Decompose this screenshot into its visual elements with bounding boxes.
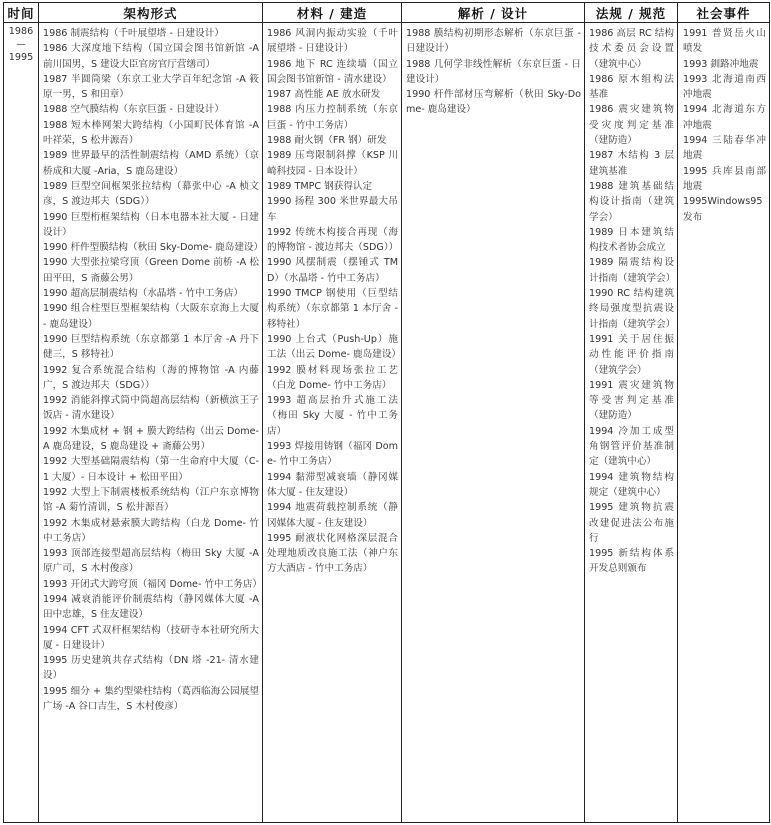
materials-cell <box>263 23 402 823</box>
header-analysis: 解析 / 设计 <box>402 3 585 23</box>
regulations-entry: 1995 建筑物抗震改建促进法公布施行 <box>589 502 674 544</box>
regulations-entry: 1987 木结构 3 层建筑基准 <box>589 150 674 177</box>
regulations-entry: 1986 震灾建筑物受灾度判定基准（建防造） <box>589 104 674 147</box>
architecture-entry: 1986 制震结构（千叶展望塔 - 日建设计） <box>43 28 224 39</box>
architecture-entry: 1990 杆件型膜结构（秋田 Sky-Dome- 鹿岛建设） <box>43 242 264 254</box>
materials-entry: 1989 TMPC 钢获得认定 <box>267 180 373 192</box>
architecture-entry: 1994 CFT 式双杆框架结构（技研寺本社研究所大厦 - 日建设计） <box>43 624 259 651</box>
architecture-entry: 1992 木集成材悬索膜大跨结构（白龙 Dome- 竹中工务店） <box>43 517 259 544</box>
events-cell <box>678 23 770 823</box>
architecture-entry: 1990 组合柱型巨型框架结构（大阪东京海上大厦 - 鹿岛建设） <box>43 303 259 330</box>
materials-entry: 1989 压弯限制斜撑（KSP 川崎科技园 - 日本设计） <box>267 150 398 177</box>
architecture-entry: 1995 细分 + 集约型梁柱结构（葛西临海公园展望广场 -A 谷口吉生，S 木村俊彦） <box>43 685 259 713</box>
materials-entry: 1994 地震荷载控制系统（静冈媒体大厦 - 住友建设） <box>267 502 398 529</box>
materials-entry: 1990 扬程 300 米世界最大吊车 <box>267 196 398 223</box>
materials-entry: 1988 耐火钢（FR 钢）研发 <box>267 135 387 147</box>
analysis-cell <box>402 23 585 823</box>
events-entry: 1993 北海道南西冲地震 <box>683 73 766 101</box>
events-entry: 1995Windows95 发布 <box>683 196 763 223</box>
events-entry: 1994 北海道东方冲地震 <box>683 104 766 131</box>
architecture-entry: 1993 开闭式大跨穹顶（福冈 Dome- 竹中工务店） <box>43 578 263 590</box>
header-architecture: 架构形式 <box>39 3 263 23</box>
events-entry: 1991 普贤岳火山喷发 <box>683 28 766 55</box>
materials-entry: 1987 高性能 AE 放水研发 <box>267 89 381 101</box>
regulations-entry: 1994 冷加工成型角钢管评价基准制定（建筑中心） <box>589 425 674 468</box>
header-regulations: 法规 / 规范 <box>585 3 678 23</box>
history-table <box>3 2 770 823</box>
architecture-cell <box>39 23 263 823</box>
regulations-entry: 1986 原木组构法基准 <box>589 73 674 101</box>
analysis-entry: 1988 膜结构初期形态解析（东京巨蛋 - 日建设计） <box>406 28 581 55</box>
regulations-cell <box>585 23 678 823</box>
header-materials: 材料 / 建造 <box>263 3 402 23</box>
materials-entry: 1988 内压力控制系统（东京巨蛋 - 竹中工务店） <box>267 104 398 131</box>
regulations-entry: 1989 隔震结构设计指南（建筑学会） <box>589 257 676 284</box>
header-events: 社会事件 <box>678 3 770 23</box>
architecture-entry: 1992 木集成材 + 钢 + 膜大跨结构（出云 Dome-A 鹿岛建设，S 鹿岛建设 + 斋藤公男） <box>43 425 259 453</box>
analysis-list <box>402 23 584 118</box>
analysis-entry: 1990 杆件部材压弯解析（秋田 Sky-Dome- 鹿岛建设） <box>406 89 581 116</box>
materials-entry: 1990 TMCP 钢使用（巨型结构系统）（东京都第 1 本厅舍 - 移特社） <box>267 288 398 330</box>
architecture-entry: 1990 巨型结构系统（东京都第 1 本厅舍 -A 丹下健三，S 移特社） <box>43 333 259 361</box>
regulations-entry: 1995 新结构体系开发总则颁布 <box>589 548 674 575</box>
materials-entry: 1986 地下 RC 连续墙（国立国会图书馆新馆 - 清水建设） <box>267 58 398 85</box>
materials-entry: 1990 上台式（Push-Up）施工法（出云 Dome- 鹿岛建设） <box>267 333 402 361</box>
period-dash: — <box>16 39 26 50</box>
regulations-list <box>585 23 677 577</box>
architecture-entry: 1988 空气膜结构（东京巨蛋 - 日建设计） <box>43 104 224 116</box>
architecture-entry: 1992 大型基础隔震结构（第一生命府中大厦（C-1 大厦）- 日本设计 + 松田平田） <box>43 456 259 483</box>
architecture-entry: 1994 减衰消能评价制震结构（静冈媒体大厦 -A 田中忠雄，S 住友建设） <box>43 593 259 621</box>
architecture-entry: 1992 复合系统混合结构（海的博物馆 -A 内藤广，S 渡边邦夫（SDG）） <box>43 364 259 391</box>
architecture-entry: 1989 巨型空间框架张拉结构（幕张中心 -A 桢文彦，S 渡边邦夫（SDG）） <box>43 180 259 208</box>
regulations-entry: 1991 关于居住振动性能评价指南（建筑学会） <box>589 333 674 376</box>
materials-entry: 1990 风摆制震（摆锤式 TMD）（水晶塔 - 竹中工务店） <box>267 257 398 284</box>
materials-entry: 1986 风洞内振动实验（千叶展望塔 - 日建设计） <box>267 28 398 55</box>
architecture-entry: 1990 超高层制震结构（水晶塔 - 竹中工务店） <box>43 288 244 300</box>
events-list <box>678 23 769 225</box>
architecture-entry: 1993 顶部连接型超高层结构（梅田 Sky 大厦 -A 原广司，S 木村俊彦） <box>43 548 259 575</box>
architecture-entry: 1992 大型上下制震楼板系统结构（江户东京博物馆 -A 菊竹清训，S 松井源吾） <box>43 486 259 514</box>
materials-entry: 1993 超高层抬升式施工法（梅田 Sky 大厦 - 竹中工务店） <box>267 395 398 437</box>
materials-entry: 1995 耐液状化网格深层混合处理地质改良施工法（神户东方大酒店 - 竹中工务店） <box>267 532 398 575</box>
architecture-entry: 1990 大型张拉梁穹顶（Green Dome 前桥 -A 松田平田，S 斋藤公男） <box>43 257 259 284</box>
period-start: 1986 <box>8 26 34 37</box>
architecture-entry: 1995 历史建筑共存式结构（DN 塔 -21- 清水建设） <box>43 655 259 682</box>
materials-entry: 1994 黏滞型减衰墙（静冈媒体大厦 - 住友建设） <box>267 471 398 498</box>
architecture-entry: 1987 半圆筒梁（东京工业大学百年纪念馆 -A 筱原一男，S 和田章） <box>43 73 259 101</box>
architecture-list <box>39 23 262 714</box>
materials-entry: 1992 传统木构接合再现（海的博物馆 - 渡边邦夫（SDG）） <box>267 226 399 254</box>
architecture-entry: 1992 消能斜撑式筒中筒超高层结构（新横滨王子饭店 - 清水建设） <box>43 395 259 422</box>
architecture-entry: 1989 世界最早的活性制震结构（AMD 系统）（京桥成和大厦 -Aria，S 鹿岛建设） <box>43 150 259 177</box>
architecture-entry: 1988 短木棒网架大跨结构（小国町民体育馆 -A 叶祥荣，S 松井源吾） <box>43 119 259 147</box>
header-time: 时间 <box>4 3 39 23</box>
materials-list <box>263 23 401 577</box>
regulations-entry: 1991 震灾建筑物等受害判定基准（建防造） <box>589 379 674 422</box>
regulations-entry: 1986 高层 RC 结构技术委员会设置（建筑中心） <box>589 28 674 70</box>
history-table-document <box>3 2 769 823</box>
regulations-entry: 1989 日本建筑结构技术者协会成立 <box>589 226 674 254</box>
materials-entry: 1993 焊接用铸钢（福冈 Dome- 竹中工务店） <box>267 441 398 468</box>
regulations-entry: 1988 建筑基础结构设计指南（建筑学会） <box>589 180 674 223</box>
architecture-entry: 1990 巨型桁框架结构（日本电器本社大厦 - 日建设计） <box>43 211 259 238</box>
period-end: 1995 <box>8 52 34 63</box>
time-cell <box>4 23 39 823</box>
analysis-entry: 1988 几何学非线性解析（东京巨蛋 - 日建设计） <box>406 58 581 85</box>
events-entry: 1995 兵库县南部地震 <box>683 165 766 192</box>
materials-entry: 1992 膜材料现场张拉工艺（白龙 Dome- 竹中工务店） <box>267 364 398 391</box>
regulations-entry: 1994 建筑物结构规定（建筑中心） <box>589 471 674 498</box>
events-entry: 1994 三陆春华冲地震 <box>683 135 766 162</box>
events-entry: 1993 釧路冲地震 <box>683 58 759 70</box>
content-row <box>4 23 770 823</box>
header-row <box>4 3 770 23</box>
regulations-entry: 1990 RC 结构建筑终局强度型抗震设计指南（建筑学会） <box>589 288 676 330</box>
architecture-entry: 1986 大深度地下结构（国立国会图书馆新馆 -A 前川国男，S 建设大臣官房官厅营缮司） <box>43 43 259 70</box>
